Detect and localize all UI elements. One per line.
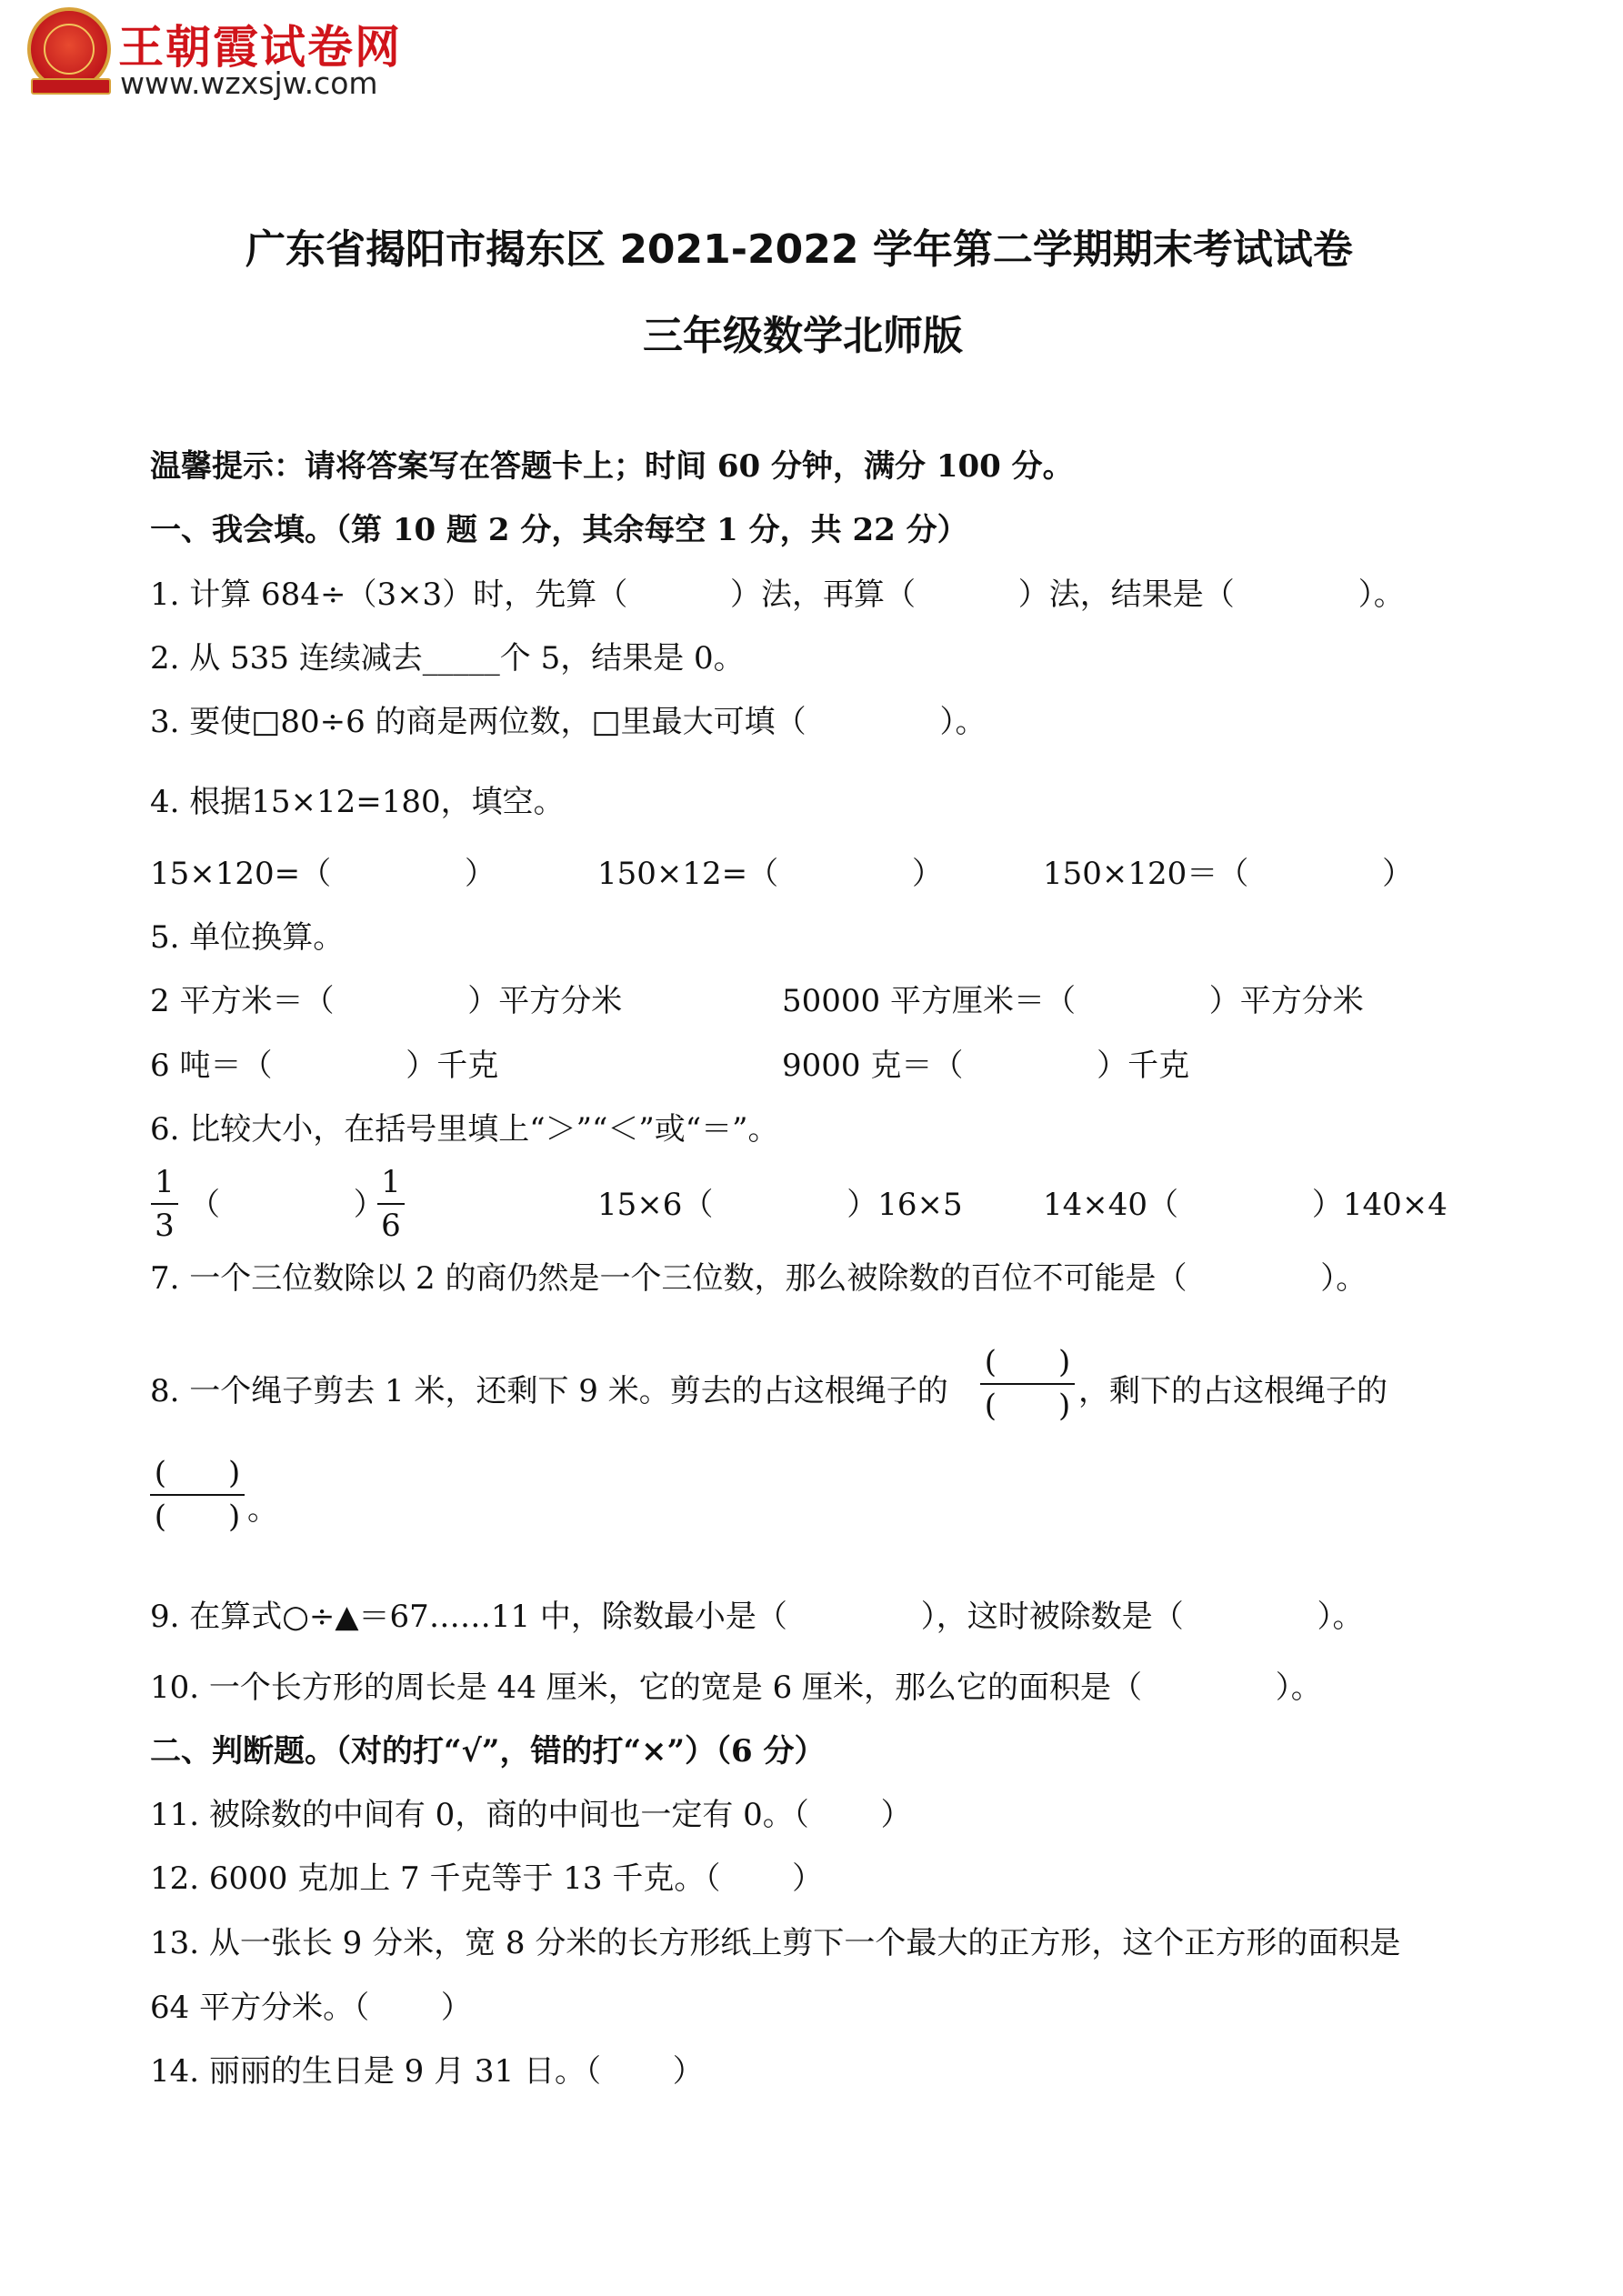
q6-item-3: 14×40（ ）140×4: [1043, 1187, 1448, 1223]
q5-item-4: 9000 克＝（ ）千克: [782, 1048, 1190, 1084]
q6-fraction-1: [151, 1164, 178, 1244]
question-7: 7. 一个三位数除以 2 的商仍然是一个三位数，那么被除数的百位不可能是（ ）。: [150, 1260, 1368, 1297]
q6-item-2: 15×6（ ）16×5: [597, 1187, 963, 1223]
q4-item-2: 150×12=（ ）: [597, 856, 943, 892]
q6-fraction-1-num: 1: [155, 1164, 175, 1200]
q4-item-3: 150×120＝（ ）: [1043, 856, 1414, 892]
question-10: 10. 一个长方形的周长是 44 厘米，它的宽是 6 厘米，那么它的面积是（ ）。: [150, 1669, 1322, 1706]
q6-paren-1: （ ）: [189, 1187, 385, 1223]
q4-item-1: 15×120=（ ）: [150, 856, 496, 892]
question-11: 11. 被除数的中间有 0，商的中间也一定有 0。（ ）: [150, 1797, 912, 1833]
question-13-line1: 13. 从一张长 9 分米，宽 8 分米的长方形纸上剪下一个最大的正方形，这个正方形的面积是: [150, 1925, 1401, 1961]
tip-text: 温馨提示：请将答案写在答题卡上；时间 60 分钟，满分 100 分。: [150, 448, 1074, 485]
q6-fraction-2-den: 6: [381, 1208, 401, 1244]
question-9: 9. 在算式○÷▲＝67……11 中，除数最小是（ ），这时被除数是（ ）。: [150, 1599, 1364, 1635]
q8-fraction-blank-1: ( ) ( ): [980, 1344, 1075, 1424]
question-14: 14. 丽丽的生日是 9 月 31 日。（ ）: [150, 2053, 704, 2090]
q5-item-2: 50000 平方厘米＝（ ）平方分米: [782, 983, 1364, 1019]
q5-item-1: 2 平方米＝（ ）平方分米: [150, 983, 623, 1019]
brand-url: www.wzxsjw.com: [120, 65, 378, 101]
q8-fraction-blank-2: ( ) ( ): [150, 1455, 245, 1535]
question-8-part2: ，剩下的占这根绳子的: [1078, 1373, 1388, 1409]
q6-fraction-1-den: 3: [155, 1208, 175, 1244]
q5-item-3: 6 吨＝（ ）千克: [150, 1048, 499, 1084]
logo-ribbon-icon: [31, 78, 111, 95]
question-2: 2. 从 535 连续减去_____个 5，结果是 0。: [150, 640, 745, 677]
section2-heading: 二、判断题。（对的打“√”，错的打“×”）（6 分）: [150, 1733, 826, 1770]
question-8-part1: 8. 一个绳子剪去 1 米，还剩下 9 米。剪去的占这根绳子的: [150, 1373, 948, 1409]
question-5: 5. 单位换算。: [150, 919, 345, 956]
question-8-end: 。: [247, 1491, 278, 1528]
question-1: 1. 计算 684÷（3×3）时，先算（ ）法，再算（ ）法，结果是（ ）。: [150, 577, 1405, 613]
brand-title: 王朝霞试卷网: [118, 21, 402, 74]
question-4: 4. 根据15×12=180，填空。: [150, 784, 565, 820]
question-13-line2: 64 平方分米。（ ）: [150, 1990, 472, 2026]
q6-fraction-2-num: 1: [381, 1164, 401, 1200]
exam-subtitle: 三年级数学北师版: [643, 313, 963, 359]
question-12: 12. 6000 克加上 7 千克等于 13 千克。（ ）: [150, 1860, 824, 1897]
section1-heading: 一、我会填。（第 10 题 2 分，其余每空 1 分，共 22 分）: [150, 512, 968, 548]
question-6: 6. 比较大小，在括号里填上“＞”“＜”或“＝”。: [150, 1111, 779, 1148]
q6-fraction-2: [377, 1164, 405, 1244]
question-3: 3. 要使□80÷6 的商是两位数，□里最大可填（ ）。: [150, 704, 987, 740]
exam-title: 广东省揭阳市揭东区 2021-2022 学年第二学期期末考试试卷: [245, 226, 1353, 273]
